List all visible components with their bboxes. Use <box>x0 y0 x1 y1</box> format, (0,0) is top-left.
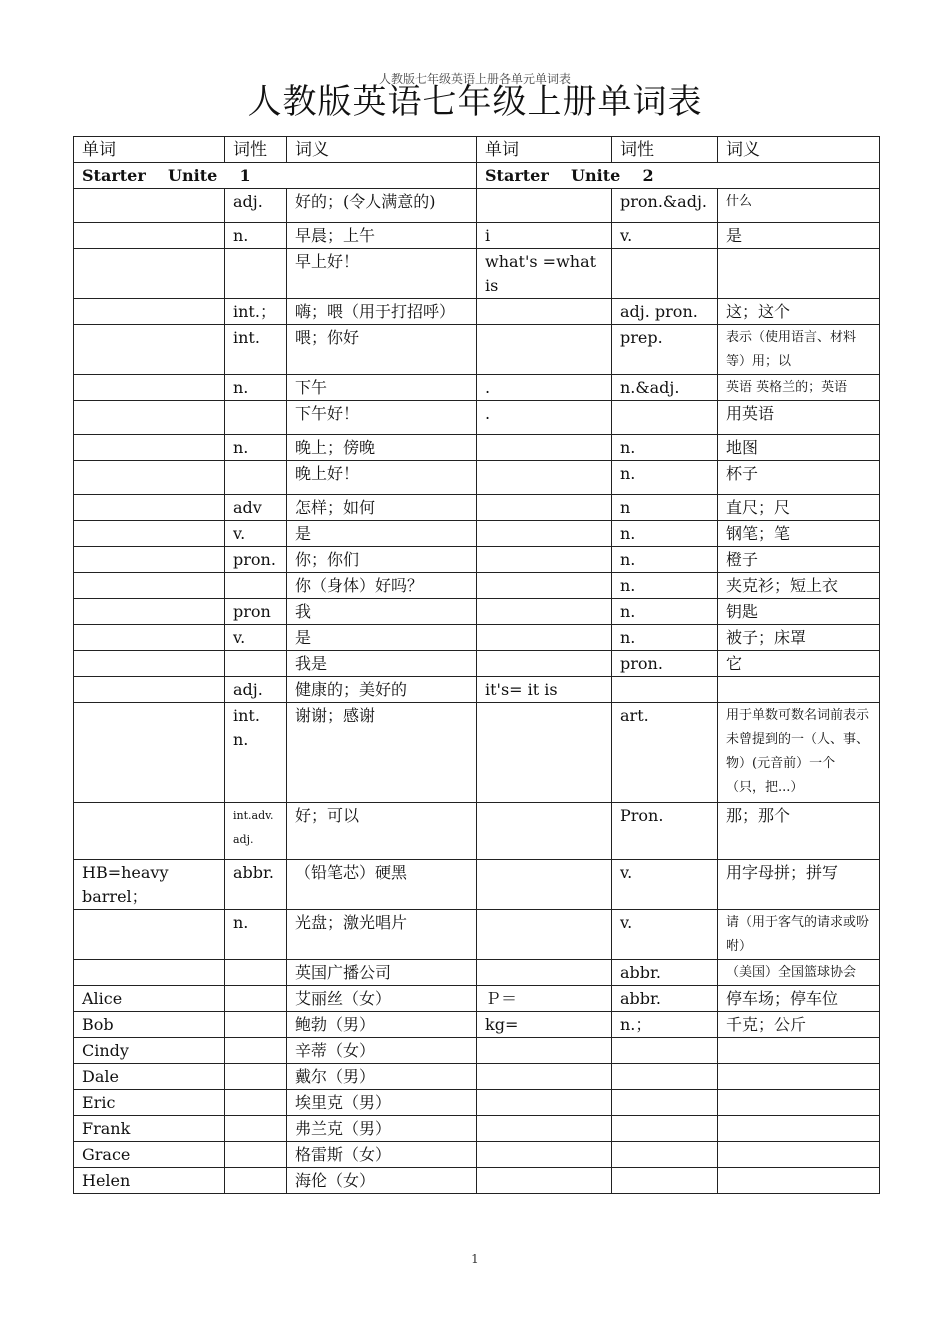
left-word-cell: Bob <box>74 1012 225 1038</box>
right-part-of-speech-cell: prep. <box>612 325 718 375</box>
right-part-of-speech-cell <box>612 401 718 435</box>
right-meaning-cell: 停车场；停车位 <box>718 986 880 1012</box>
left-word-cell <box>74 435 225 461</box>
left-meaning-cell: 鲍勃（男） <box>287 1012 477 1038</box>
right-word-cell <box>477 960 612 986</box>
right-word-cell <box>477 1116 612 1142</box>
right-word-cell: what's =what is <box>477 249 612 299</box>
left-part-of-speech-cell: pron. <box>225 547 287 573</box>
right-part-of-speech-cell: n. <box>612 547 718 573</box>
right-part-of-speech-cell <box>612 1168 718 1194</box>
left-part-of-speech-cell <box>225 651 287 677</box>
right-word-cell <box>477 1064 612 1090</box>
left-meaning-cell: 辛蒂（女） <box>287 1038 477 1064</box>
right-meaning-cell: 用于单数可数名词前表示未曾提到的一（人、事、物）(元音前）一个（只，把...） <box>718 703 880 803</box>
table-row <box>74 910 880 960</box>
left-word-cell <box>74 625 225 651</box>
left-part-of-speech-cell: v. <box>225 521 287 547</box>
left-word-cell <box>74 703 225 803</box>
right-part-of-speech-cell <box>612 1038 718 1064</box>
left-word-cell <box>74 325 225 375</box>
right-word-cell <box>477 803 612 860</box>
right-meaning-cell: 千克；公斤 <box>718 1012 880 1038</box>
left-word-cell <box>74 189 225 223</box>
right-part-of-speech-cell: adj. pron. <box>612 299 718 325</box>
header-part-of-speech: 词性 <box>612 137 718 163</box>
right-word-cell <box>477 435 612 461</box>
right-part-of-speech-cell <box>612 1064 718 1090</box>
left-part-of-speech-cell <box>225 1038 287 1064</box>
right-part-of-speech-cell: abbr. <box>612 960 718 986</box>
left-word-cell <box>74 573 225 599</box>
table-row <box>74 521 880 547</box>
right-word-cell <box>477 521 612 547</box>
left-part-of-speech-cell <box>225 1142 287 1168</box>
right-meaning-cell: 橙子 <box>718 547 880 573</box>
table-row <box>74 401 880 435</box>
right-meaning-cell: 它 <box>718 651 880 677</box>
left-word-cell <box>74 803 225 860</box>
left-part-of-speech-cell <box>225 249 287 299</box>
left-meaning-cell: 下午 <box>287 375 477 401</box>
table-row <box>74 435 880 461</box>
right-word-cell <box>477 703 612 803</box>
right-meaning-cell <box>718 249 880 299</box>
table-row <box>74 1012 880 1038</box>
left-word-cell <box>74 599 225 625</box>
right-part-of-speech-cell <box>612 1116 718 1142</box>
left-meaning-cell: 健康的；美好的 <box>287 677 477 703</box>
table-row <box>74 803 880 860</box>
left-meaning-cell: 英国广播公司 <box>287 960 477 986</box>
right-meaning-cell: 那；那个 <box>718 803 880 860</box>
right-part-of-speech-cell: v. <box>612 223 718 249</box>
table-row <box>74 1064 880 1090</box>
right-meaning-cell: （美国）全国篮球协会 <box>718 960 880 986</box>
right-meaning-cell: 什么 <box>718 189 880 223</box>
left-meaning-cell: 是 <box>287 521 477 547</box>
left-part-of-speech-cell <box>225 401 287 435</box>
right-part-of-speech-cell: v. <box>612 860 718 910</box>
table-header-row <box>74 137 880 163</box>
right-meaning-cell: 被子；床罩 <box>718 625 880 651</box>
left-meaning-cell: 埃里克（男） <box>287 1090 477 1116</box>
right-meaning-cell: 钢笔；笔 <box>718 521 880 547</box>
left-part-of-speech-cell: n. <box>225 223 287 249</box>
right-meaning-cell <box>718 1142 880 1168</box>
right-meaning-cell: 用英语 <box>718 401 880 435</box>
table-row <box>74 677 880 703</box>
left-meaning-cell: 你；你们 <box>287 547 477 573</box>
right-part-of-speech-cell: v. <box>612 910 718 960</box>
left-part-of-speech-cell: v. <box>225 625 287 651</box>
left-part-of-speech-cell: n. <box>225 910 287 960</box>
right-meaning-cell <box>718 1090 880 1116</box>
left-meaning-cell: 我 <box>287 599 477 625</box>
right-word-cell <box>477 599 612 625</box>
right-word-cell: . <box>477 375 612 401</box>
table-row <box>74 495 880 521</box>
unit-row <box>74 163 880 189</box>
left-word-cell <box>74 960 225 986</box>
left-part-of-speech-cell <box>225 573 287 599</box>
left-word-cell: Helen <box>74 1168 225 1194</box>
left-word-cell: Frank <box>74 1116 225 1142</box>
table-row <box>74 960 880 986</box>
header-part-of-speech: 词性 <box>225 137 287 163</box>
left-meaning-cell: 谢谢；感谢 <box>287 703 477 803</box>
left-meaning-cell: 晚上好！ <box>287 461 477 495</box>
left-word-cell: HB=heavy barrel； <box>74 860 225 910</box>
left-meaning-cell: 艾丽丝（女） <box>287 986 477 1012</box>
left-meaning-cell: 好；可以 <box>287 803 477 860</box>
left-word-cell <box>74 375 225 401</box>
page-title: 人教版英语七年级上册单词表 <box>247 82 703 122</box>
right-word-cell: Ｐ＝ <box>477 986 612 1012</box>
left-word-cell <box>74 299 225 325</box>
left-meaning-cell: 晚上；傍晚 <box>287 435 477 461</box>
right-word-cell <box>477 1038 612 1064</box>
right-meaning-cell: 钥匙 <box>718 599 880 625</box>
table-row <box>74 547 880 573</box>
right-word-cell <box>477 325 612 375</box>
table-row <box>74 986 880 1012</box>
left-meaning-cell: 你（身体）好吗？ <box>287 573 477 599</box>
table-row <box>74 599 880 625</box>
left-word-cell <box>74 401 225 435</box>
left-part-of-speech-cell <box>225 1090 287 1116</box>
right-meaning-cell: 用字母拼；拼写 <box>718 860 880 910</box>
right-meaning-cell: 是 <box>718 223 880 249</box>
left-word-cell <box>74 910 225 960</box>
right-word-cell: i <box>477 223 612 249</box>
right-part-of-speech-cell: pron. <box>612 651 718 677</box>
right-word-cell <box>477 910 612 960</box>
table-row <box>74 299 880 325</box>
left-word-cell <box>74 495 225 521</box>
left-word-cell <box>74 677 225 703</box>
right-meaning-cell <box>718 1064 880 1090</box>
right-meaning-cell: 请（用于客气的请求或吩咐） <box>718 910 880 960</box>
left-word-cell: Cindy <box>74 1038 225 1064</box>
right-part-of-speech-cell: Pron. <box>612 803 718 860</box>
header-meaning: 词义 <box>287 137 477 163</box>
left-word-cell: Alice <box>74 986 225 1012</box>
right-part-of-speech-cell: n. <box>612 521 718 547</box>
right-part-of-speech-cell: art. <box>612 703 718 803</box>
left-meaning-cell: 早上好！ <box>287 249 477 299</box>
left-meaning-cell: 早晨；上午 <box>287 223 477 249</box>
right-part-of-speech-cell: n.&adj. <box>612 375 718 401</box>
left-meaning-cell: 弗兰克（男） <box>287 1116 477 1142</box>
right-meaning-cell <box>718 677 880 703</box>
left-part-of-speech-cell <box>225 1168 287 1194</box>
right-word-cell <box>477 625 612 651</box>
table-row <box>74 325 880 375</box>
left-word-cell: Dale <box>74 1064 225 1090</box>
right-word-cell <box>477 461 612 495</box>
left-word-cell: Eric <box>74 1090 225 1116</box>
table-row <box>74 249 880 299</box>
left-part-of-speech-cell: pron <box>225 599 287 625</box>
right-part-of-speech-cell <box>612 249 718 299</box>
right-part-of-speech-cell <box>612 1090 718 1116</box>
right-part-of-speech-cell: n. <box>612 599 718 625</box>
right-meaning-cell: 直尺；尺 <box>718 495 880 521</box>
left-part-of-speech-cell: adj. <box>225 189 287 223</box>
right-part-of-speech-cell: n. <box>612 573 718 599</box>
running-header: 人教版七年级英语上册各单元单词表 <box>378 72 571 86</box>
right-word-cell <box>477 573 612 599</box>
left-part-of-speech-cell: int.adv. adj. <box>225 803 287 860</box>
left-meaning-cell: 下午好！ <box>287 401 477 435</box>
page-number: 1 <box>471 1252 479 1266</box>
vocabulary-table <box>73 136 880 1194</box>
left-part-of-speech-cell: adj. <box>225 677 287 703</box>
left-meaning-cell: 我是 <box>287 651 477 677</box>
left-part-of-speech-cell <box>225 461 287 495</box>
right-part-of-speech-cell <box>612 677 718 703</box>
left-part-of-speech-cell: n. <box>225 375 287 401</box>
right-word-cell <box>477 860 612 910</box>
table-row <box>74 1090 880 1116</box>
left-meaning-cell: 是 <box>287 625 477 651</box>
left-meaning-cell: 格雷斯（女） <box>287 1142 477 1168</box>
table-row <box>74 703 880 803</box>
table-row <box>74 625 880 651</box>
right-word-cell <box>477 299 612 325</box>
left-word-cell <box>74 461 225 495</box>
right-word-cell <box>477 189 612 223</box>
left-meaning-cell: 海伦（女） <box>287 1168 477 1194</box>
left-meaning-cell: （铅笔芯）硬黑 <box>287 860 477 910</box>
right-part-of-speech-cell: pron.&adj. <box>612 189 718 223</box>
right-part-of-speech-cell: n.； <box>612 1012 718 1038</box>
right-part-of-speech-cell: n <box>612 495 718 521</box>
right-meaning-cell <box>718 1116 880 1142</box>
table-row <box>74 1116 880 1142</box>
right-word-cell: . <box>477 401 612 435</box>
right-word-cell <box>477 547 612 573</box>
table-row <box>74 375 880 401</box>
header-word: 单词 <box>477 137 612 163</box>
header-meaning: 词义 <box>718 137 880 163</box>
right-word-cell <box>477 495 612 521</box>
left-word-cell <box>74 547 225 573</box>
left-meaning-cell: 好的；(令人满意的) <box>287 189 477 223</box>
left-word-cell <box>74 521 225 547</box>
table-row <box>74 1168 880 1194</box>
left-meaning-cell: 光盘；激光唱片 <box>287 910 477 960</box>
left-word-cell <box>74 223 225 249</box>
left-part-of-speech-cell: abbr. <box>225 860 287 910</box>
right-word-cell <box>477 1142 612 1168</box>
right-part-of-speech-cell <box>612 1142 718 1168</box>
right-part-of-speech-cell: n. <box>612 625 718 651</box>
left-part-of-speech-cell: int.； <box>225 299 287 325</box>
left-meaning-cell: 怎样；如何 <box>287 495 477 521</box>
right-part-of-speech-cell: n. <box>612 461 718 495</box>
right-part-of-speech-cell: abbr. <box>612 986 718 1012</box>
right-meaning-cell: 表示（使用语言、材料等）用；以 <box>718 325 880 375</box>
left-part-of-speech-cell <box>225 960 287 986</box>
right-word-cell: kg= <box>477 1012 612 1038</box>
right-meaning-cell: 杯子 <box>718 461 880 495</box>
right-word-cell <box>477 1090 612 1116</box>
right-meaning-cell <box>718 1168 880 1194</box>
table-row <box>74 860 880 910</box>
left-part-of-speech-cell <box>225 986 287 1012</box>
right-meaning-cell: 英语 英格兰的；英语 <box>718 375 880 401</box>
left-part-of-speech-cell <box>225 1116 287 1142</box>
right-meaning-cell: 这；这个 <box>718 299 880 325</box>
table-row <box>74 223 880 249</box>
table-row <box>74 461 880 495</box>
table-row <box>74 1038 880 1064</box>
header-word: 单词 <box>74 137 225 163</box>
left-part-of-speech-cell: int. n. <box>225 703 287 803</box>
left-word-cell <box>74 249 225 299</box>
left-part-of-speech-cell: int. <box>225 325 287 375</box>
left-meaning-cell: 喂；你好 <box>287 325 477 375</box>
right-word-cell <box>477 651 612 677</box>
table-row <box>74 573 880 599</box>
unit-left-label: Starter Unite 1 <box>74 163 477 189</box>
right-word-cell: it's= it is <box>477 677 612 703</box>
table-row <box>74 1142 880 1168</box>
left-part-of-speech-cell: adv <box>225 495 287 521</box>
right-meaning-cell: 夹克衫；短上衣 <box>718 573 880 599</box>
left-part-of-speech-cell <box>225 1012 287 1038</box>
left-word-cell <box>74 651 225 677</box>
right-meaning-cell <box>718 1038 880 1064</box>
table-row <box>74 189 880 223</box>
right-word-cell <box>477 1168 612 1194</box>
right-part-of-speech-cell: n. <box>612 435 718 461</box>
table-row <box>74 651 880 677</box>
left-part-of-speech-cell <box>225 1064 287 1090</box>
left-part-of-speech-cell: n. <box>225 435 287 461</box>
right-meaning-cell: 地图 <box>718 435 880 461</box>
left-word-cell: Grace <box>74 1142 225 1168</box>
left-meaning-cell: 戴尔（男） <box>287 1064 477 1090</box>
left-meaning-cell: 嗨；喂（用于打招呼） <box>287 299 477 325</box>
unit-right-label: Starter Unite 2 <box>477 163 880 189</box>
